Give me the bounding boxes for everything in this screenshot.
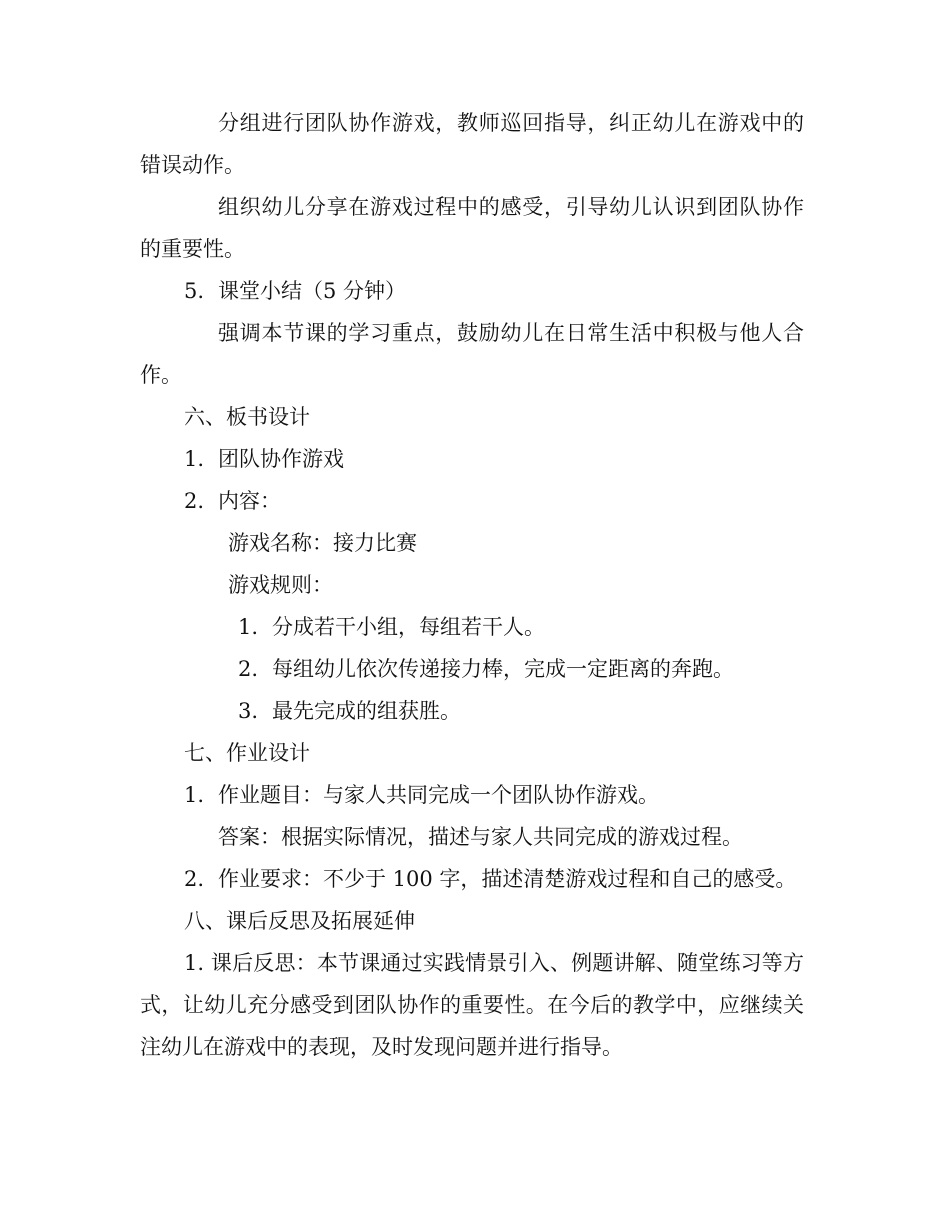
game-rules-label: 游戏规则：	[228, 573, 333, 597]
item-number: 2.	[184, 489, 205, 513]
rule-number: 2.	[238, 657, 259, 681]
paragraph-share-feelings: 组织幼儿分享在游戏过程中的感受，引导幼儿认识到团队协作的重要性。	[140, 195, 804, 261]
section8-heading: 八、课后反思及拓展延伸	[184, 909, 415, 933]
section6-item-2	[184, 480, 281, 522]
section5-heading	[184, 270, 406, 312]
paragraph-reflection: 1. 课后反思：本节课通过实践情景引入、例题讲解、随堂练习等方式，让幼儿充分感受到团队协作的重要性。在今后的教学中，应继续关注幼儿在游戏中的表现，及时发现问题并进行指导。	[140, 951, 804, 1059]
item-number: 1.	[184, 447, 205, 471]
rule-text: 分成若干小组，每组若干人。	[272, 615, 545, 639]
section6-item-1	[184, 438, 344, 480]
section5-title: 课堂小结（5 分钟）	[218, 279, 407, 303]
game-name: 游戏名称：接力比赛	[228, 531, 417, 555]
section7-item-2	[184, 858, 796, 900]
paragraph-summary: 强调本节课的学习重点，鼓励幼儿在日常生活中积极与他人合作。	[140, 321, 804, 387]
rule-text: 每组幼儿依次传递接力棒，完成一定距离的奔跑。	[272, 657, 734, 681]
paragraph-group-game: 分组进行团队协作游戏，教师巡回指导，纠正幼儿在游戏中的错误动作。	[140, 111, 804, 177]
homework-answer: 答案：根据实际情况，描述与家人共同完成的游戏过程。	[218, 825, 743, 849]
rule-item	[238, 690, 461, 732]
item-text: 内容：	[218, 489, 281, 513]
item-text: 作业要求：不少于 100 字，描述清楚游戏过程和自己的感受。	[218, 867, 797, 891]
rule-item	[238, 606, 545, 648]
item-text: 团队协作游戏	[218, 447, 344, 471]
rule-number: 3.	[238, 699, 259, 723]
item-number: 2.	[184, 867, 205, 891]
section6-heading: 六、板书设计	[184, 405, 310, 429]
section7-heading: 七、作业设计	[184, 741, 310, 765]
section5-number: 5.	[184, 279, 205, 303]
rule-number: 1.	[238, 615, 259, 639]
item-number: 1.	[184, 783, 205, 807]
rule-text: 最先完成的组获胜。	[272, 699, 461, 723]
section7-item-1	[184, 774, 659, 816]
rule-item	[238, 648, 734, 690]
item-text: 作业题目：与家人共同完成一个团队协作游戏。	[218, 783, 659, 807]
